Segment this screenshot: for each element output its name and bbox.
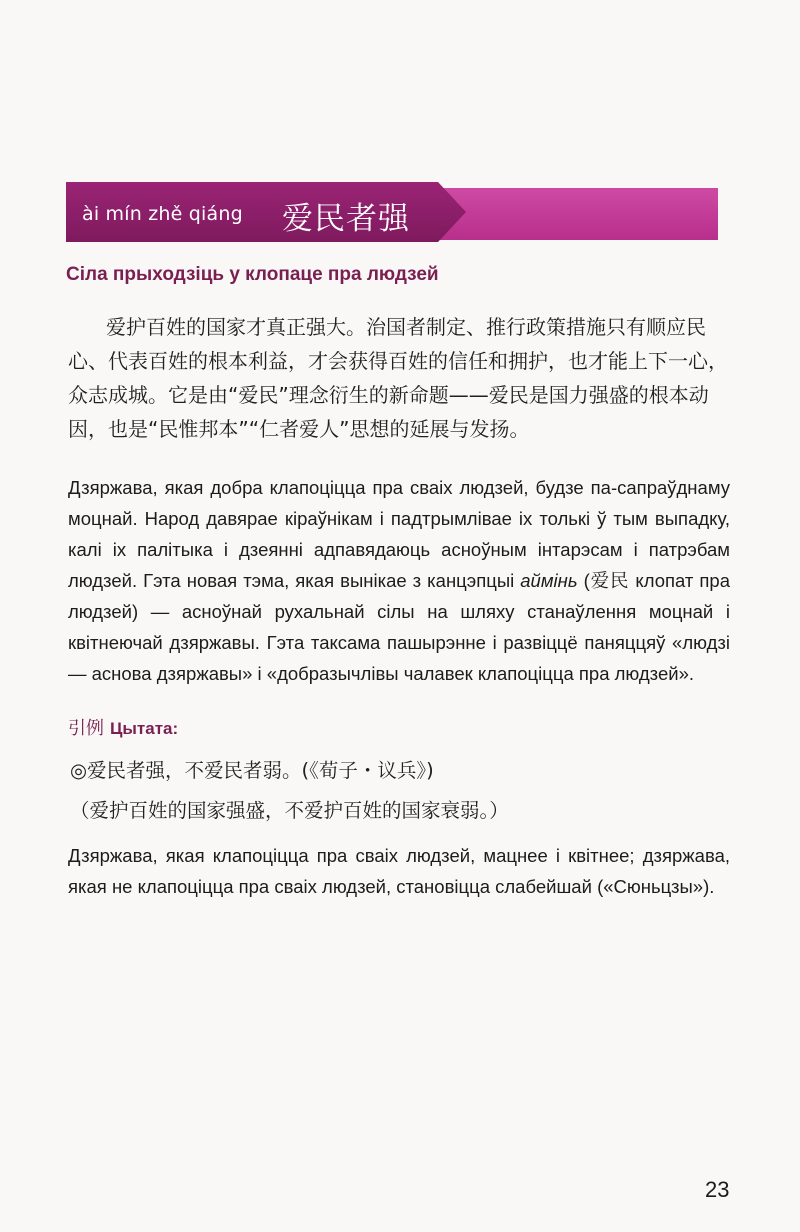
be-text-before: Дзяржава, якая добра клапоціцца пра сваіх людзей, будзе па-сапраўднаму моцнай. Народ давярае кіраўнікам і падтрымлівае іх толькі ў тым выпадку, калі іх палітыка і дзеянні адпавядаюць асноўным інтарэсам і патрэбам людзей. Гэта новая тэма, якая вынікае з канцэпцыі [68,477,730,591]
chinese-paragraph: 爱护百姓的国家才真正强大。治国者制定、推行政策措施只有顺应民心、代表百姓的根本利益，才会获得百姓的信任和拥护，也才能上下一心，众志成城。它是由“爱民”理念衍生的新命题——爱民是国力强盛的根本动因，也是“民惟邦本”“仁者爱人”思想的延展与发扬。 [68,315,728,441]
be-text-after: (爱民 клопат пра людзей) — асноўнай рухальнай сілы на шляху станаўлення моцнай і квітнеючай дзяржавы. Гэта таксама пашырэнне і развіццё паняццяў «людзі — аснова дзяржавы» і «добразычлівы чалавек клапоціцца пра людзей». [68,570,730,684]
quote-label-zh: 引例 [68,718,104,739]
quote-label-be: Цытата: [110,719,179,738]
banner-light-part [426,188,718,240]
belarusian-paragraph [68,472,730,689]
quote-original: ◎爱民者强，不爱民者弱。(《荀子・议兵》) [70,759,434,782]
quote-translation: Дзяржава, якая клапоціцца пра сваіх людзей, мацнее і квітнее; дзяржава, якая не клапоціцца пра сваіх людзей, становіцца слабейшай («Сюньцзы»). [68,845,730,897]
quote-label [68,714,178,740]
quote-modern: （爱护百姓的国家强盛，不爱护百姓的国家衰弱。） [70,799,509,822]
chinese-title: 爱民者强 [282,201,410,237]
section-subtitle: Сіла прыходзіць у клопаце пра людзей [66,264,439,285]
be-term-italic: аймінь [520,570,578,591]
pinyin-label: ài mín zhě qiáng [82,203,243,225]
page-number: 23 [705,1177,730,1202]
